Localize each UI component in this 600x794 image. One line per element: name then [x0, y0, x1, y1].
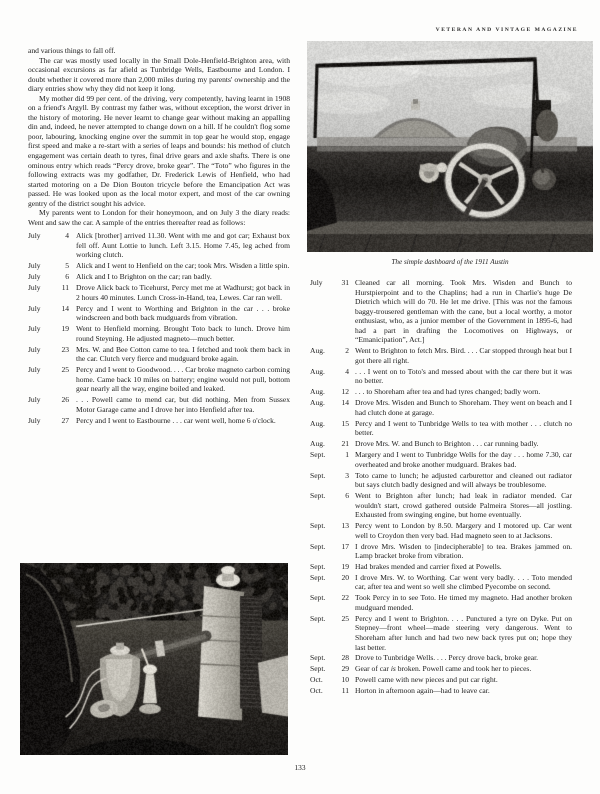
- diary-entry-row: [310, 653, 572, 664]
- diary-entry-text: I drove Mrs. W. to Worthing. Car went very badly. . . . Toto mended car, after tea and went so well she climbed Pyecombe on second.: [355, 572, 572, 592]
- diary-entry-row: [28, 365, 290, 395]
- diary-entry-month: Sept.: [310, 613, 326, 623]
- diary-entry-row: [310, 398, 572, 418]
- diary-entry-row: [310, 614, 572, 654]
- diary-entry-month: Sept.: [310, 521, 326, 531]
- diary-entry-text: . . . I went on to Toto's and messed about with the car there but it was no better.: [355, 366, 572, 386]
- diary-entry-text: I drove Mrs. Wisden to [indecipherable] to tea. Brakes jammed on. Lamp bracket broke from vibration.: [355, 541, 572, 561]
- diary-entry-month: Aug.: [310, 439, 325, 449]
- diary-entry-row: [310, 675, 572, 686]
- diary-entry-text: Took Percy in to see Toto. He timed my magneto. Had another broken mudguard mended.: [355, 593, 572, 612]
- diary-entry-month: July: [28, 261, 41, 271]
- dashboard-photograph: [307, 41, 593, 252]
- diary-entry-text: Alick and I to Brighton on the car; ran badly.: [76, 272, 212, 282]
- body-paragraph: My parents went to London for their honeymoon, and on July 3 the diary reads: Went and saw the car. A sample of the entries thereafter read as follows:: [28, 208, 290, 227]
- diary-entry-row: [310, 491, 572, 521]
- diary-entry-text: Drove Mrs. Wisden and Bunch to Shoreham. They went on beach and I had clutch done at garage.: [355, 398, 572, 417]
- left-column-paragraphs: [28, 46, 290, 227]
- running-head: VETERAN AND VINTAGE MAGAZINE: [435, 27, 578, 33]
- diary-entry-text: Alick [brother] arrived 11.30. Went with me and got car; Exhaust box fell off. Aunt Lottie to lunch. Left 3.15. Home 7.45, leg ached from working clutch.: [76, 231, 290, 260]
- diary-entry-day: 22: [341, 593, 349, 603]
- diary-entries-right: [310, 278, 572, 697]
- diary-entry-day: 20: [341, 572, 349, 582]
- diary-entry-month: Oct.: [310, 675, 323, 685]
- diary-entry-month: July: [28, 303, 41, 313]
- diary-entry-row: [310, 387, 572, 398]
- diary-entry-day: 26: [61, 395, 69, 405]
- diary-entry-row: [310, 562, 572, 573]
- diary-entry-day: 11: [341, 686, 349, 696]
- diary-entry-text: Went to Brighton to fetch Mrs. Bird. . . . Car stopped through heat but I got there all right.: [355, 346, 572, 365]
- diary-entry-row: [310, 542, 572, 562]
- diary-entry-text: Drove to Tunbridge Wells. . . . Percy drove back, broke gear.: [355, 653, 539, 663]
- diary-entry-day: 21: [341, 439, 349, 449]
- diary-entry-day: 25: [341, 613, 349, 623]
- diary-entry-text: Went to Brighton after lunch; had leak in radiator mended. Car wouldn't start, crowd gathered outside Palmeira Stores—all jostling. Exhausted from swinging engine, but home eventually.: [355, 491, 572, 520]
- diary-entry-text: Percy and I went to Brighton. . . . Punctured a tyre on Dyke. Put on Stepney—front wheel—made steering very dangerous. Went to Shoreham after lunch and had two new back tyres put on; hope they last better.: [355, 613, 572, 652]
- diary-entry-text: Mrs. W. and Bee Cotton came to tea. I fetched and took them back in the car. Clutch very fierce and mudguard broke again.: [76, 344, 290, 364]
- diary-entry-text: Horton in afternoon again—had to leave car.: [355, 686, 490, 696]
- body-paragraph: My mother did 99 per cent. of the driving, very competently, having learnt in 1908 on a friend's Argyll. By contrast my father was, without exception, the worst driver in the history of motoring. He never learnt to change gear without making an appalling din and, indeed, he never attempted to change down on a hill. If he couldn't flog some poor, labouring, knocking engine over the summit in top gear he would stop, engage first speed and make a re-start with a series of leaps and bounds: his method of clutch engagement was certain death to tyres, final drive gears and axle shafts. There is one ominous entry which reads “Percy drove, broke gear”. The “Toto” who figures in the following extracts was my godfather, Dr. Frederick Lewis of Henfield, who had started motoring on a De Dion Bouton tricycle before the Emancipation Act was passed. He was looked upon as the local motor expert, and most of the car owning gentry of the district sought his advice.: [28, 93, 290, 208]
- diary-entry-day: 19: [61, 324, 69, 334]
- diary-entry-text: . . . Powell came to mend car, but did nothing. Men from Sussex Motor Garage came and I drove her into Henfield after tea.: [76, 395, 290, 414]
- diary-entry-row: [28, 283, 290, 303]
- diary-entry-row: [28, 304, 290, 324]
- diary-entry-text: Percy and I went to Tunbridge Wells to tea with mother . . . clutch no better.: [355, 418, 572, 438]
- diary-entry-day: 15: [341, 418, 349, 428]
- diary-entry-month: Aug.: [310, 387, 325, 397]
- diary-entry-day: 29: [341, 664, 349, 674]
- diary-entry-day: 2: [345, 346, 349, 356]
- diary-entry-day: 11: [61, 283, 69, 293]
- diary-entry-day: 10: [341, 675, 349, 685]
- diary-entry-row: [310, 664, 572, 675]
- diary-entry-row: [310, 573, 572, 593]
- diary-entry-day: 1: [345, 450, 349, 460]
- diary-entry-day: 6: [65, 272, 69, 282]
- diary-entry-month: Sept.: [310, 450, 326, 460]
- diary-entry-day: 23: [61, 344, 69, 354]
- diary-entry-day: 19: [341, 562, 349, 571]
- diary-entry-month: July: [28, 283, 41, 293]
- diary-entry-text: Toto came to lunch; he adjusted carburettor and cleaned out radiator but says clutch badly designed and will always be troublesome.: [355, 470, 572, 490]
- diary-entry-day: 27: [61, 415, 69, 425]
- diary-entry-row: [310, 521, 572, 541]
- diary-entry-month: July: [310, 278, 323, 287]
- diary-entry-text: Powell came with new pieces and put car right.: [355, 675, 498, 685]
- diary-entry-month: July: [28, 231, 41, 241]
- diary-entry-day: 5: [65, 261, 69, 271]
- engine-bay-photograph-canvas: [20, 563, 288, 755]
- diary-entry-row: [310, 439, 572, 450]
- body-paragraph: The car was mostly used locally in the Small Dole-Henfield-Brighton area, with occasional excursions as far afield as Tunbridge Wells, Eastbourne and London. I doubt whether it covered more than 2,000 miles during my parents' ownership and the diary entries show why they did not keep it long.: [28, 55, 290, 94]
- diary-entry-text: Percy went to London by 8.50. Margery and I motored up. Car went well to Croydon then very bad. Had magneto seen to at Jacksons.: [355, 521, 572, 540]
- diary-entry-text: Gear of car is broken. Powell came and took her to pieces.: [355, 664, 532, 674]
- diary-entry-month: Sept.: [310, 593, 326, 603]
- diary-entry-day: 17: [341, 541, 349, 551]
- diary-entry-day: 4: [345, 366, 349, 376]
- diary-entry-text: Had brakes mended and carrier fixed at Powells.: [355, 562, 502, 571]
- diary-entry-month: Aug.: [310, 398, 325, 408]
- diary-entry-row: [310, 419, 572, 439]
- diary-entries-left: [28, 231, 290, 426]
- dashboard-photograph-caption: The simple dashboard of the 1911 Austin: [391, 258, 509, 266]
- diary-entry-month: July: [28, 324, 41, 334]
- diary-entry-month: Sept.: [310, 541, 326, 551]
- diary-entry-row: [28, 272, 290, 283]
- diary-entry-text: Drove Alick back to Ticehurst, Percy met me at Wadhurst; got back in 2 hours 40 minutes. Lunch Cross-in-Hand, tea, Lewes. Car ran well.: [76, 283, 290, 302]
- diary-entry-day: 28: [341, 653, 349, 663]
- diary-entry-row: [310, 450, 572, 470]
- diary-entry-row: [28, 416, 290, 427]
- body-paragraph: and various things to fall off.: [28, 46, 116, 55]
- diary-entry-row: [310, 278, 572, 346]
- diary-entry-day: 12: [341, 387, 349, 397]
- diary-entry-month: Aug.: [310, 346, 325, 356]
- diary-entry-row: [310, 346, 572, 366]
- diary-entry-month: Sept.: [310, 572, 326, 582]
- diary-entry-text: Percy and I went to Eastbourne . . . car went well, home 6 o'clock.: [76, 415, 276, 425]
- diary-entry-day: 31: [341, 278, 349, 287]
- diary-entry-month: Sept.: [310, 491, 326, 500]
- page-number: 133: [294, 763, 306, 772]
- diary-entry-row: [310, 367, 572, 387]
- diary-entry-row: [310, 593, 572, 613]
- diary-entry-month: Sept.: [310, 470, 326, 480]
- diary-entry-text: . . . to Shoreham after tea and had tyres changed; badly worn.: [355, 387, 541, 397]
- diary-entry-day: 3: [345, 470, 349, 480]
- diary-entry-row: [28, 324, 290, 344]
- diary-entry-day: 25: [61, 365, 69, 375]
- diary-entry-text: Margery and I went to Tunbridge Wells for the day . . . home 7.30, car overheated and broke another mudguard. Brakes bad.: [355, 450, 572, 469]
- left-text-column: [28, 46, 290, 427]
- diary-entry-row: [28, 261, 290, 272]
- diary-entry-month: July: [28, 344, 41, 354]
- diary-entry-month: Oct.: [310, 686, 323, 696]
- diary-entry-text: Percy and I went to Goodwood. . . . Car broke magneto carbon coming home. Came back 10 miles on battery; engine would not pull, bottom gear nearly all the way, engine boiled and leaked.: [76, 365, 290, 394]
- diary-entry-row: [310, 686, 572, 697]
- diary-entry-month: July: [28, 365, 41, 375]
- diary-entry-text: Alick and I went to Henfield on the car; took Mrs. Wisden a little spin.: [76, 261, 290, 271]
- diary-entry-day: 13: [341, 521, 349, 531]
- diary-entry-month: Aug.: [310, 366, 325, 376]
- diary-entry-month: Sept.: [310, 562, 326, 571]
- diary-entry-month: July: [28, 395, 41, 405]
- diary-entry-row: [28, 395, 290, 415]
- diary-entry-row: [28, 345, 290, 365]
- diary-entry-month: July: [28, 272, 41, 282]
- diary-entry-text: Cleaned car all morning. Took Mrs. Wisden and Bunch to Hurstpierpoint and to the Chaplins; had a run in Charlie's huge De Dietrich which will do 70. He let me drive. [This was not the famous baggy-trousered gentleman with the cane, but a local worthy, a motor enthusiast, who, as a junior member of the Government in 1895-6, had had a part in drafting the Locomotives on Highways, or “Emanicipation”, Act.]: [355, 278, 572, 345]
- dashboard-photograph-canvas: [307, 41, 593, 252]
- right-text-column: [310, 274, 572, 697]
- diary-entry-day: 14: [341, 398, 349, 408]
- diary-entry-day: 4: [65, 231, 69, 241]
- diary-entry-month: Sept.: [310, 664, 326, 674]
- engine-bay-photograph: [20, 563, 288, 755]
- diary-entry-month: Sept.: [310, 653, 326, 663]
- diary-entry-month: July: [28, 415, 41, 425]
- diary-entry-text: Went to Henfield morning. Brought Toto back to lunch. Drove him round Steyning. He adjusted magneto—much better.: [76, 324, 290, 343]
- diary-entry-text: Percy and I went to Worthing and Brighton in the car . . . broke windscreen and both back mudguards from vibration.: [76, 303, 290, 323]
- diary-entry-text: Drove Mrs. W. and Bunch to Brighton . . . car running badly.: [355, 439, 539, 449]
- diary-entry-row: [310, 471, 572, 491]
- diary-entry-day: 14: [61, 303, 69, 313]
- diary-entry-month: Aug.: [310, 418, 325, 428]
- diary-entry-row: [28, 231, 290, 261]
- diary-entry-day: 6: [345, 491, 349, 500]
